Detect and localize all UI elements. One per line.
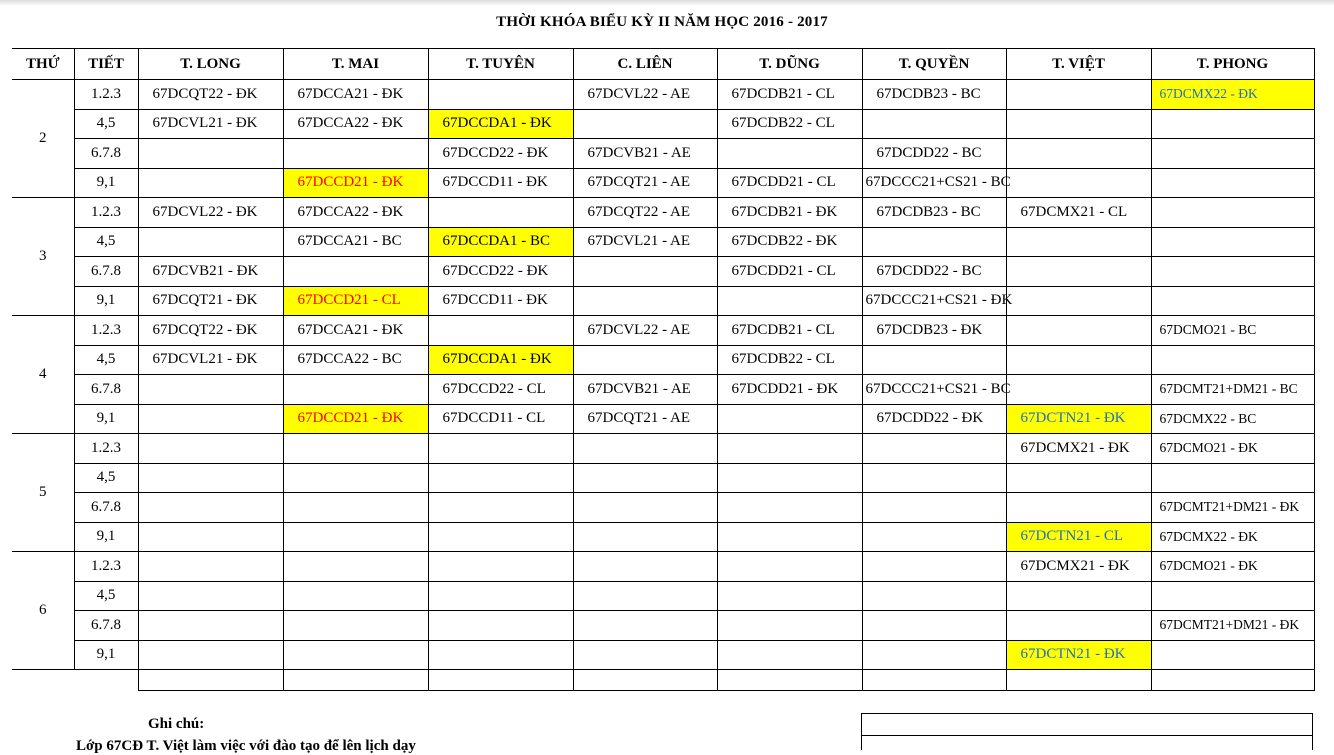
- schedule-cell: 67DCMT21+DM21 - BC: [1151, 375, 1314, 405]
- schedule-cell: [283, 257, 428, 287]
- header-thu: THỨ: [12, 49, 74, 80]
- extra-box-line: [861, 735, 1313, 736]
- schedule-cell: [1151, 286, 1314, 316]
- schedule-cell: [1006, 109, 1151, 139]
- schedule-cell: 67DCCDA1 - BC: [428, 227, 573, 257]
- table-row: [12, 493, 1314, 523]
- schedule-cell: [573, 434, 717, 464]
- schedule-cell: 67DCDD22 - ĐK: [862, 404, 1006, 434]
- blank-cell: [283, 670, 428, 691]
- header-t-dung: T. DŨNG: [717, 49, 862, 80]
- schedule-cell: [1006, 286, 1151, 316]
- schedule-cell: [283, 375, 428, 405]
- schedule-cell: 67DCDD22 - BC: [862, 257, 1006, 287]
- schedule-cell: [862, 109, 1006, 139]
- period-cell: 4,5: [74, 109, 138, 139]
- period-cell: 9,1: [74, 286, 138, 316]
- schedule-cell: 67DCQT22 - AE: [573, 198, 717, 228]
- schedule-cell: [138, 434, 283, 464]
- day-cell: 2: [12, 80, 74, 198]
- schedule-cell: 67DCCD21 - ĐK: [283, 168, 428, 198]
- schedule-cell: [717, 493, 862, 523]
- schedule-cell: [862, 463, 1006, 493]
- extra-box-line: [1312, 713, 1313, 750]
- schedule-cell: 67DCCA22 - ĐK: [283, 198, 428, 228]
- day-cell: 5: [12, 434, 74, 552]
- schedule-cell: 67DCMT21+DM21 - ĐK: [1151, 493, 1314, 523]
- schedule-cell: [717, 611, 862, 641]
- period-cell: 9,1: [74, 640, 138, 670]
- schedule-cell: 67DCDB22 - ĐK: [717, 227, 862, 257]
- schedule-cell: [1151, 345, 1314, 375]
- blank-cell: [717, 670, 862, 691]
- table-row: [12, 168, 1314, 198]
- header-t-phong: T. PHONG: [1151, 49, 1314, 80]
- schedule-cell: 67DCTN21 - ĐK: [1006, 640, 1151, 670]
- schedule-cell: 67DCVL22 - ĐK: [138, 198, 283, 228]
- day-cell: 3: [12, 198, 74, 316]
- schedule-cell: 67DCMX21 - ĐK: [1006, 434, 1151, 464]
- table-row: [12, 345, 1314, 375]
- schedule-cell: 67DCVB21 - ĐK: [138, 257, 283, 287]
- schedule-cell: 67DCMO21 - BC: [1151, 316, 1314, 346]
- period-cell: 9,1: [74, 168, 138, 198]
- schedule-cell: [138, 227, 283, 257]
- schedule-cell: [573, 257, 717, 287]
- schedule-cell: [138, 375, 283, 405]
- table-row: [12, 611, 1314, 641]
- schedule-cell: [717, 139, 862, 169]
- schedule-cell: [1006, 493, 1151, 523]
- schedule-cell: 67DCMX22 - BC: [1151, 404, 1314, 434]
- schedule-cell: 67DCMT21+DM21 - ĐK: [1151, 611, 1314, 641]
- schedule-cell: [138, 552, 283, 582]
- period-cell: 4,5: [74, 463, 138, 493]
- header-t-viet: T. VIỆT: [1006, 49, 1151, 80]
- note-label: Ghi chú:: [148, 716, 205, 732]
- period-cell: 6.7.8: [74, 139, 138, 169]
- schedule-cell: [1151, 463, 1314, 493]
- period-cell: 6.7.8: [74, 375, 138, 405]
- schedule-cell: 67DCMO21 - ĐK: [1151, 552, 1314, 582]
- table-row: [12, 139, 1314, 169]
- day-cell: 6: [12, 552, 74, 670]
- schedule-cell: [862, 493, 1006, 523]
- schedule-cell: 67DCQT22 - ĐK: [138, 316, 283, 346]
- schedule-cell: [1151, 198, 1314, 228]
- schedule-cell: [428, 581, 573, 611]
- schedule-cell: 67DCVB21 - AE: [573, 139, 717, 169]
- schedule-cell: 67DCMX22 - ĐK: [1151, 522, 1314, 552]
- schedule-cell: [428, 493, 573, 523]
- schedule-cell: [428, 552, 573, 582]
- header-row: [12, 49, 1314, 80]
- table-row: [12, 109, 1314, 139]
- schedule-cell: 67DCVL22 - AE: [573, 80, 717, 110]
- schedule-cell: [862, 227, 1006, 257]
- schedule-cell: 67DCDD22 - BC: [862, 139, 1006, 169]
- table-row-blank: [12, 670, 1314, 691]
- period-cell: 1.2.3: [74, 434, 138, 464]
- schedule-cell: [138, 581, 283, 611]
- period-cell: 9,1: [74, 404, 138, 434]
- period-cell: 4,5: [74, 345, 138, 375]
- schedule-cell: [862, 611, 1006, 641]
- period-cell: 4,5: [74, 227, 138, 257]
- schedule-cell: [862, 522, 1006, 552]
- schedule-cell: 67DCTN21 - ĐK: [1006, 404, 1151, 434]
- schedule-cell: 67DCCD11 - ĐK: [428, 286, 573, 316]
- schedule-cell: [573, 463, 717, 493]
- schedule-cell: [428, 80, 573, 110]
- schedule-cell: [1151, 227, 1314, 257]
- schedule-cell: [138, 404, 283, 434]
- table-row: [12, 463, 1314, 493]
- period-cell: 1.2.3: [74, 198, 138, 228]
- note-text: Lớp 67CĐ T. Việt làm việc với đào tạo để lên lịch dạy: [76, 738, 416, 754]
- schedule-cell: [138, 611, 283, 641]
- schedule-cell: [862, 552, 1006, 582]
- header-t-quyen: T. QUYỀN: [862, 49, 1006, 80]
- table-row: [12, 80, 1314, 110]
- table-row: [12, 227, 1314, 257]
- schedule-cell: [1006, 375, 1151, 405]
- schedule-cell: 67DCQT21 - ĐK: [138, 286, 283, 316]
- schedule-cell: [717, 463, 862, 493]
- schedule-cell: 67DCCA22 - BC: [283, 345, 428, 375]
- schedule-cell: [283, 463, 428, 493]
- table-row: [12, 552, 1314, 582]
- schedule-cell: 67DCDD21 - CL: [717, 257, 862, 287]
- schedule-cell: [717, 640, 862, 670]
- schedule-cell: 67DCCD22 - ĐK: [428, 257, 573, 287]
- schedule-cell: 67DCDB22 - CL: [717, 345, 862, 375]
- schedule-cell: 67DCCD11 - ĐK: [428, 168, 573, 198]
- schedule-cell: [138, 522, 283, 552]
- header-t-mai: T. MAI: [283, 49, 428, 80]
- period-cell: 6.7.8: [74, 611, 138, 641]
- schedule-cell: [1006, 227, 1151, 257]
- schedule-cell: [717, 581, 862, 611]
- period-cell: 1.2.3: [74, 552, 138, 582]
- table-row: [12, 522, 1314, 552]
- schedule-cell: 67DCVB21 - AE: [573, 375, 717, 405]
- schedule-cell: [1006, 139, 1151, 169]
- extra-box-line: [861, 713, 1313, 714]
- schedule-cell: [1006, 611, 1151, 641]
- table-row: [12, 640, 1314, 670]
- schedule-cell: [283, 611, 428, 641]
- schedule-cell: [1006, 257, 1151, 287]
- schedule-cell: [1151, 139, 1314, 169]
- schedule-cell: [428, 611, 573, 641]
- day-cell: 4: [12, 316, 74, 434]
- schedule-cell: 67DCMX21 - ĐK: [1006, 552, 1151, 582]
- schedule-cell: 67DCCA21 - ĐK: [283, 316, 428, 346]
- schedule-cell: [283, 581, 428, 611]
- schedule-cell: 67DCTN21 - CL: [1006, 522, 1151, 552]
- schedule-cell: [573, 493, 717, 523]
- schedule-cell: 67DCCD22 - CL: [428, 375, 573, 405]
- schedule-cell: [1151, 257, 1314, 287]
- schedule-cell: 67DCDB23 - BC: [862, 198, 1006, 228]
- schedule-cell: 67DCQT21 - AE: [573, 168, 717, 198]
- blank-cell: [1151, 670, 1314, 691]
- schedule-cell: [717, 286, 862, 316]
- table-row: [12, 257, 1314, 287]
- schedule-cell: 67DCQT22 - ĐK: [138, 80, 283, 110]
- blank-cell: [428, 670, 573, 691]
- header-c-lien: C. LIÊN: [573, 49, 717, 80]
- schedule-cell: 67DCVL21 - ĐK: [138, 109, 283, 139]
- schedule-cell: [1151, 109, 1314, 139]
- header-t-long: T. LONG: [138, 49, 283, 80]
- window-top-shadow: [0, 0, 1334, 6]
- schedule-cell: 67DCDB21 - CL: [717, 80, 862, 110]
- schedule-cell: 67DCCC21+CS21 - BC: [862, 168, 1006, 198]
- schedule-cell: 67DCCDA1 - ĐK: [428, 109, 573, 139]
- schedule-cell: 67DCVL22 - AE: [573, 316, 717, 346]
- extra-box-line: [861, 713, 862, 750]
- schedule-cell: [573, 581, 717, 611]
- schedule-cell: [428, 640, 573, 670]
- schedule-cell: [1006, 168, 1151, 198]
- period-cell: 4,5: [74, 581, 138, 611]
- schedule-cell: [428, 463, 573, 493]
- header-tiet: TIẾT: [74, 49, 138, 80]
- blank-cell: [12, 670, 74, 691]
- page-title: THỜI KHÓA BIỂU KỲ II NĂM HỌC 2016 - 2017: [496, 14, 828, 30]
- schedule-cell: 67DCDB22 - CL: [717, 109, 862, 139]
- table-row: [12, 375, 1314, 405]
- schedule-cell: [1151, 168, 1314, 198]
- schedule-cell: 67DCCC21+CS21 - ĐK: [862, 286, 1006, 316]
- schedule-cell: [862, 581, 1006, 611]
- schedule-cell: 67DCDB23 - BC: [862, 80, 1006, 110]
- blank-cell: [138, 670, 283, 691]
- schedule-cell: 67DCCC21+CS21 - BC: [862, 375, 1006, 405]
- period-cell: 6.7.8: [74, 257, 138, 287]
- schedule-cell: [717, 522, 862, 552]
- period-cell: 1.2.3: [74, 316, 138, 346]
- schedule-cell: 67DCDD21 - ĐK: [717, 375, 862, 405]
- schedule-cell: [283, 552, 428, 582]
- schedule-cell: 67DCDD21 - CL: [717, 168, 862, 198]
- schedule-cell: [573, 286, 717, 316]
- schedule-cell: 67DCVL21 - ĐK: [138, 345, 283, 375]
- schedule-cell: [573, 345, 717, 375]
- schedule-cell: [862, 434, 1006, 464]
- table-row: [12, 581, 1314, 611]
- schedule-cell: [1006, 463, 1151, 493]
- schedule-cell: [1006, 80, 1151, 110]
- schedule-cell: 67DCVL21 - AE: [573, 227, 717, 257]
- schedule-cell: 67DCCA22 - ĐK: [283, 109, 428, 139]
- schedule-cell: [283, 640, 428, 670]
- schedule-cell: [283, 139, 428, 169]
- schedule-cell: [573, 611, 717, 641]
- schedule-cell: [428, 522, 573, 552]
- schedule-cell: [862, 345, 1006, 375]
- schedule-cell: 67DCCD21 - ĐK: [283, 404, 428, 434]
- table-row: [12, 404, 1314, 434]
- schedule-cell: [428, 316, 573, 346]
- schedule-cell: [283, 493, 428, 523]
- schedule-cell: 67DCCDA1 - ĐK: [428, 345, 573, 375]
- schedule-cell: [283, 522, 428, 552]
- blank-cell: [1006, 670, 1151, 691]
- schedule-cell: 67DCQT21 - AE: [573, 404, 717, 434]
- schedule-cell: [428, 198, 573, 228]
- table-row: [12, 316, 1314, 346]
- schedule-cell: [1151, 581, 1314, 611]
- schedule-cell: [1006, 345, 1151, 375]
- schedule-cell: [573, 552, 717, 582]
- schedule-cell: [717, 404, 862, 434]
- schedule-cell: [138, 139, 283, 169]
- period-cell: 6.7.8: [74, 493, 138, 523]
- blank-cell: [862, 670, 1006, 691]
- schedule-cell: [283, 434, 428, 464]
- schedule-cell: [573, 522, 717, 552]
- blank-cell: [74, 670, 138, 691]
- schedule-cell: 67DCDB21 - CL: [717, 316, 862, 346]
- period-cell: 1.2.3: [74, 80, 138, 110]
- header-t-tuyen: T. TUYÊN: [428, 49, 573, 80]
- schedule-cell: [138, 640, 283, 670]
- schedule-cell: 67DCDB21 - ĐK: [717, 198, 862, 228]
- schedule-cell: [138, 168, 283, 198]
- table-row: [12, 286, 1314, 316]
- schedule-cell: 67DCDB23 - ĐK: [862, 316, 1006, 346]
- timetable: [12, 48, 1315, 691]
- schedule-cell: [1151, 640, 1314, 670]
- schedule-cell: 67DCCA21 - BC: [283, 227, 428, 257]
- schedule-cell: [1006, 581, 1151, 611]
- schedule-cell: 67DCCD11 - CL: [428, 404, 573, 434]
- table-row: [12, 434, 1314, 464]
- schedule-cell: [573, 109, 717, 139]
- schedule-cell: [573, 640, 717, 670]
- blank-cell: [573, 670, 717, 691]
- table-row: [12, 198, 1314, 228]
- schedule-cell: 67DCCA21 - ĐK: [283, 80, 428, 110]
- schedule-cell: 67DCMO21 - ĐK: [1151, 434, 1314, 464]
- schedule-cell: 67DCMX21 - CL: [1006, 198, 1151, 228]
- period-cell: 9,1: [74, 522, 138, 552]
- schedule-cell: [717, 434, 862, 464]
- schedule-cell: 67DCCD21 - CL: [283, 286, 428, 316]
- schedule-cell: 67DCCD22 - ĐK: [428, 139, 573, 169]
- schedule-cell: [1006, 316, 1151, 346]
- schedule-cell: [138, 463, 283, 493]
- schedule-cell: [428, 434, 573, 464]
- schedule-cell: 67DCMX22 - ĐK: [1151, 80, 1314, 110]
- schedule-cell: [717, 552, 862, 582]
- schedule-cell: [862, 640, 1006, 670]
- schedule-cell: [138, 493, 283, 523]
